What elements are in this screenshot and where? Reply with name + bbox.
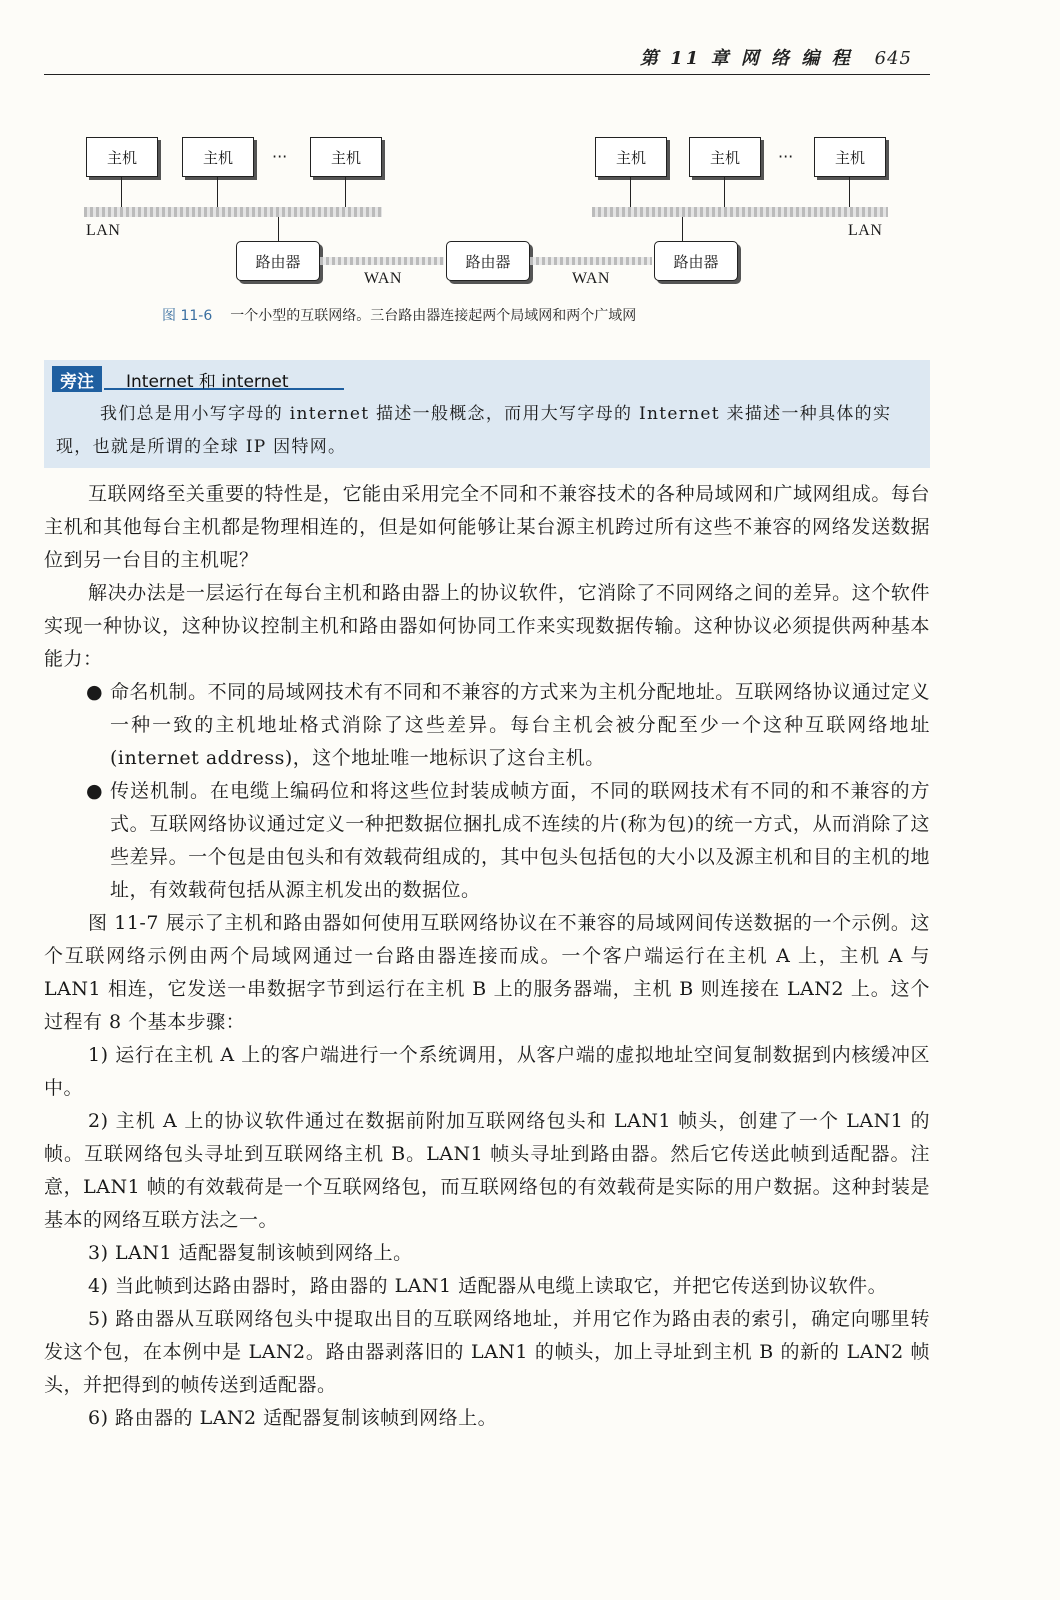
router-box: 路由器 bbox=[446, 241, 530, 281]
router-box: 路由器 bbox=[236, 241, 320, 281]
link-line bbox=[724, 177, 725, 207]
paragraph: 图 11-7 展示了主机和路由器如何使用互联网络协议在不兼容的局域网间传送数据的一个示例。这个互联网络示例由两个局域网通过一台路由器连接而成。一个客户端运行在主机 A 上，主机 A 与 LAN1 相连，它发送一串数据字节到运行在主机 B 上的服务器端，主机 B 则连接在 LAN2 上。这个过程有 8 个基本步骤： bbox=[44, 912, 930, 1033]
link-line bbox=[121, 177, 122, 207]
aside-text: 我们总是用小写字母的 internet 描述一般概念，而用大写字母的 Internet 来描述一种具体的实现，也就是所谓的全球 IP 因特网。 bbox=[56, 404, 892, 457]
link-line bbox=[682, 217, 683, 241]
host-box: 主机 bbox=[86, 137, 158, 177]
main-text bbox=[44, 478, 930, 1435]
wan-label-left: WAN bbox=[364, 270, 402, 287]
wan-bar-right bbox=[530, 257, 652, 265]
bullet-icon: ● bbox=[86, 681, 104, 703]
link-line bbox=[217, 177, 218, 207]
running-head bbox=[640, 44, 912, 70]
lan-label-right: LAN bbox=[848, 222, 883, 239]
host-box: 主机 bbox=[689, 137, 761, 177]
link-line bbox=[849, 177, 850, 207]
caption-text: 一个小型的互联网络。三台路由器连接起两个局域网和两个广域网 bbox=[230, 308, 637, 324]
step-item: 4) 当此帧到达路由器时，路由器的 LAN1 适配器从电缆上读取它，并把它传送到协议软件。 bbox=[88, 1275, 888, 1297]
host-box: 主机 bbox=[310, 137, 382, 177]
link-line bbox=[630, 177, 631, 207]
caption-number: 图 11-6 bbox=[162, 308, 213, 324]
host-box: 主机 bbox=[182, 137, 254, 177]
paragraph: 解决办法是一层运行在每台主机和路由器上的协议软件，它消除了不同网络之间的差异。这个软件实现一种协议，这种协议控制主机和路由器如何协同工作来实现数据传输。这种协议必须提供两种基本能力： bbox=[44, 582, 930, 670]
wan-bar-left bbox=[320, 257, 444, 265]
page-header bbox=[44, 40, 930, 75]
ellipsis: ··· bbox=[272, 147, 288, 166]
lan-bar-left bbox=[84, 207, 382, 217]
wan-label-right: WAN bbox=[572, 270, 610, 287]
bullet-list bbox=[44, 676, 930, 907]
router-box: 路由器 bbox=[654, 241, 738, 281]
sidebar-note bbox=[44, 360, 930, 468]
ellipsis: ··· bbox=[778, 147, 794, 166]
aside-tag: 旁注 bbox=[52, 366, 102, 392]
host-box: 主机 bbox=[814, 137, 886, 177]
step-item: 5) 路由器从互联网络包头中提取出目的互联网络地址，并用它作为路由表的索引，确定向哪里转发这个包，在本例中是 LAN2。路由器剥落旧的 LAN1 的帧头，加上寻址到主机 B 的新的 LAN2 帧头，并把得到的帧传送到适配器。 bbox=[44, 1308, 930, 1396]
bullet-icon: ● bbox=[86, 780, 104, 802]
chapter-title: 第 11 章 网 络 编 程 bbox=[639, 48, 853, 69]
step-item: 2) 主机 A 上的协议软件通过在数据前附加互联网络包头和 LAN1 帧头，创建了一个 LAN1 的帧。互联网络包头寻址到互联网络主机 B。LAN1 帧头寻址到路由器。然后它传送此帧到适配器。注意，LAN1 帧的有效载荷是一个互联网络包，而互联网络包的有效载荷是实际的用户数据。这种封装是基本的网络互联方法之一。 bbox=[44, 1110, 930, 1231]
lan-bar-right bbox=[592, 207, 888, 217]
step-item: 6) 路由器的 LAN2 适配器复制该帧到网络上。 bbox=[88, 1407, 498, 1429]
host-box: 主机 bbox=[595, 137, 667, 177]
step-item: 1) 运行在主机 A 上的客户端进行一个系统调用，从客户端的虚拟地址空间复制数据到内核缓冲区中。 bbox=[44, 1044, 930, 1099]
network-figure bbox=[0, 125, 1060, 335]
aside-title: Internet 和 internet bbox=[126, 372, 289, 392]
link-line bbox=[345, 177, 346, 207]
page-number: 645 bbox=[874, 48, 912, 69]
paragraph: 互联网络至关重要的特性是，它能由采用完全不同和不兼容技术的各种局域网和广域网组成。每台主机和其他每台主机都是物理相连的，但是如何能够让某台源主机跨过所有这些不兼容的网络发送数据位到另一台目的主机呢？ bbox=[44, 483, 930, 571]
list-item: ● 传送机制。在电缆上编码位和将这些位封装成帧方面，不同的联网技术有不同的和不兼容的方式。互联网络协议通过定义一种把数据位捆扎成不连续的片(称为包)的统一方式，从而消除了这些差异。一个包是由包头和有效载荷组成的，其中包头包括包的大小以及源主机和目的主机的地址，有效载荷包括从源主机发出的数据位。 bbox=[44, 775, 930, 907]
figure-caption bbox=[162, 305, 636, 325]
step-item: 3) LAN1 适配器复制该帧到网络上。 bbox=[88, 1242, 413, 1264]
link-line bbox=[278, 217, 279, 241]
lan-label-left: LAN bbox=[86, 222, 121, 239]
list-item: ● 命名机制。不同的局域网技术有不同和不兼容的方式来为主机分配地址。互联网络协议通过定义一种一致的主机地址格式消除了这些差异。每台主机会被分配至少一个这种互联网络地址(internet address)，这个地址唯一地标识了这台主机。 bbox=[44, 676, 930, 775]
